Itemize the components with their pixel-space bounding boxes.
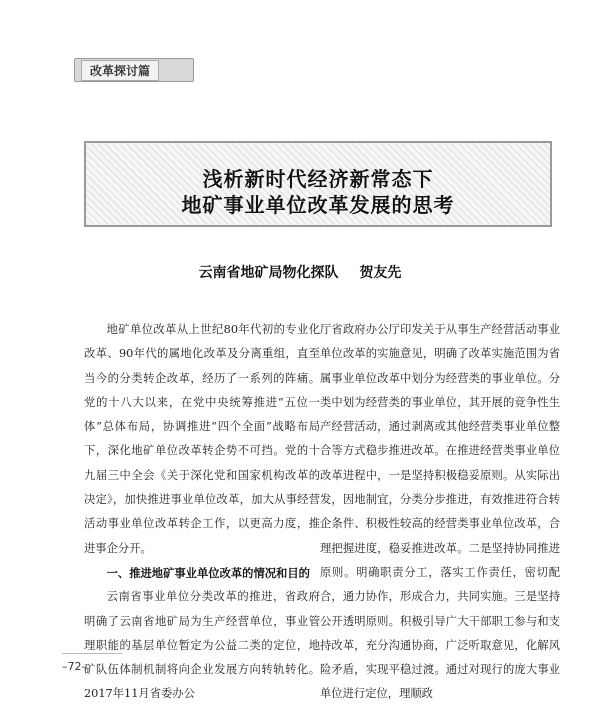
author-name: 贺友先: [359, 265, 402, 281]
author-organization: 云南省地矿局物化探队: [198, 265, 339, 281]
body-paragraph: 地矿单位改革从上世纪80年代初的专业化改革、90年代的属地化改革及分离重组，直至当今的分类转企改革，经历了一系列的阵痛。党的十八大以来，在党中央统筹推进“五位一体”总体布局，协调推进“四个全面”战略布局下，深化地矿单位改革转企势不可挡。党的十九届三中全会《关于深化党和国家机构改革的决定》，加快推进事业单位改革，加大从事经营活动事业单位改革转企工作，以更高力度，推进事企分开。: [84, 323, 320, 555]
column-tag: [74, 58, 194, 82]
right-column: [320, 318, 560, 707]
body-paragraph: 厅省政府办公厅印发关于从事生产经营活动事业单位改革的实施意见，明确了改革实施范围为省属事业单位改革中划分为经营类的事业单位。分类中划为经营类的事业单位，其开展的竞争性生产经营活动，通过剥离或其他经营类事业单位整合等方式稳步推进改革。在推进经营类事业单位改革进程中，一是坚持积极稳妥原则。从实际出发，因地制宜，分类分步推进，有效推进符合转企条件、积极性较高的经营类事业单位改革，合理把握进度，稳妥推进改革。二是坚持协同推进原则。明确职责分工，落实工作责任，密切配合，通力协作，形成合力，共同实施。三是坚持公开透明原则。积极引导广大干部职工参与和支持改革，充分沟通协商，广泛听取意见，化解风险矛盾，实现平稳过渡。通过对现行的庞大事业单位进行定位，理顺政: [320, 323, 560, 701]
body-paragraph: 云南省事业单位分类改革的推进，省政府明确了云南省地矿局为生产经营单位，事业管理职能的基层单位暂定为公益二类的定位，地矿队伍体制机制将向企业发展方向转轨转化。2017年11月省委办公: [84, 590, 320, 701]
article-title-box: [84, 141, 552, 227]
byline: [0, 262, 600, 282]
left-column: [84, 318, 320, 707]
section-heading: 一、推进地矿事业单位改革的情况和目的: [106, 565, 310, 580]
column-tag-label: 改革探讨篇: [81, 60, 159, 81]
article-title-line-1: 浅析新时代经济新常态下: [202, 167, 434, 191]
page-number: –72–: [62, 660, 87, 673]
footer-rule: [62, 653, 122, 654]
article-title-line-2: 地矿事业单位改革发展的思考: [181, 193, 455, 217]
